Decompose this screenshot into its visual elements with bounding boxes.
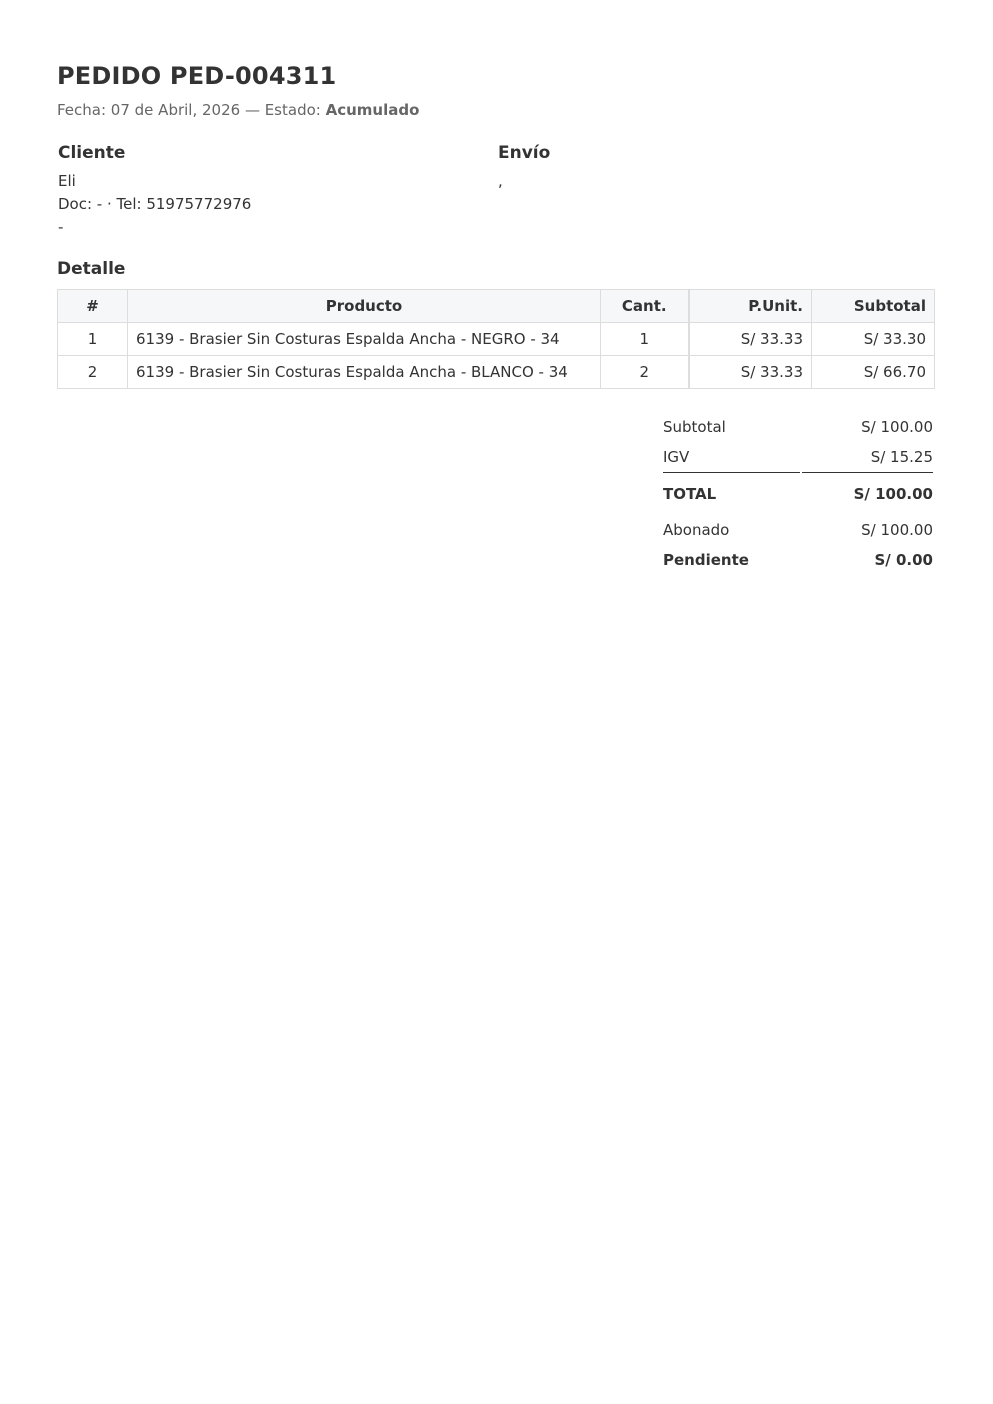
client-block	[58, 143, 498, 239]
column-header-subtotal: Subtotal	[812, 290, 935, 323]
paid-label: Abonado	[663, 521, 730, 539]
shipping-address: ,	[498, 172, 503, 190]
page-title: PEDIDO PED-004311	[57, 62, 337, 90]
igv-row	[663, 442, 933, 472]
row-unit-price: S/ 33.33	[689, 323, 812, 356]
row-quantity: 1	[601, 323, 689, 356]
shipping-block	[498, 143, 935, 193]
pending-label: Pendiente	[663, 551, 749, 569]
paid-value: S/ 100.00	[861, 521, 933, 539]
row-subtotal: S/ 66.70	[812, 356, 935, 389]
total-value: S/ 100.00	[853, 485, 933, 503]
items-table	[57, 289, 935, 389]
client-heading: Cliente	[58, 143, 126, 163]
total-row	[663, 473, 933, 515]
column-header-unit-price: P.Unit.	[689, 290, 812, 323]
pending-row	[663, 545, 933, 575]
column-header-quantity: Cant.	[601, 290, 689, 323]
paid-row	[663, 515, 933, 545]
row-number: 2	[58, 356, 128, 389]
subtotal-row	[663, 412, 933, 442]
total-label: TOTAL	[663, 485, 717, 503]
client-name: Eli	[58, 172, 76, 190]
totals-block	[663, 412, 933, 575]
pending-value: S/ 0.00	[874, 551, 933, 569]
totals-divider	[663, 472, 933, 473]
igv-value: S/ 15.25	[870, 448, 933, 466]
table-row	[58, 323, 935, 356]
column-header-number: #	[58, 290, 128, 323]
shipping-heading: Envío	[498, 143, 551, 163]
row-unit-price: S/ 33.33	[689, 356, 812, 389]
table-row	[58, 356, 935, 389]
row-quantity: 2	[601, 356, 689, 389]
subtotal-label: Subtotal	[663, 418, 726, 436]
order-meta	[57, 101, 419, 119]
column-header-product: Producto	[128, 290, 601, 323]
table-header-row	[58, 290, 935, 323]
status-value: Acumulado	[325, 101, 420, 119]
detail-heading: Detalle	[57, 259, 126, 279]
date-status-label: Fecha: 07 de Abril, 2026 — Estado:	[57, 101, 326, 119]
subtotal-value: S/ 100.00	[861, 418, 933, 436]
row-subtotal: S/ 33.30	[812, 323, 935, 356]
row-product: 6139 - Brasier Sin Costuras Espalda Ancha - NEGRO - 34	[128, 323, 601, 356]
row-number: 1	[58, 323, 128, 356]
client-address: -	[58, 218, 64, 236]
row-product: 6139 - Brasier Sin Costuras Espalda Ancha - BLANCO - 34	[128, 356, 601, 389]
igv-label: IGV	[663, 448, 690, 466]
client-doc-phone: Doc: - · Tel: 51975772976	[58, 195, 252, 213]
